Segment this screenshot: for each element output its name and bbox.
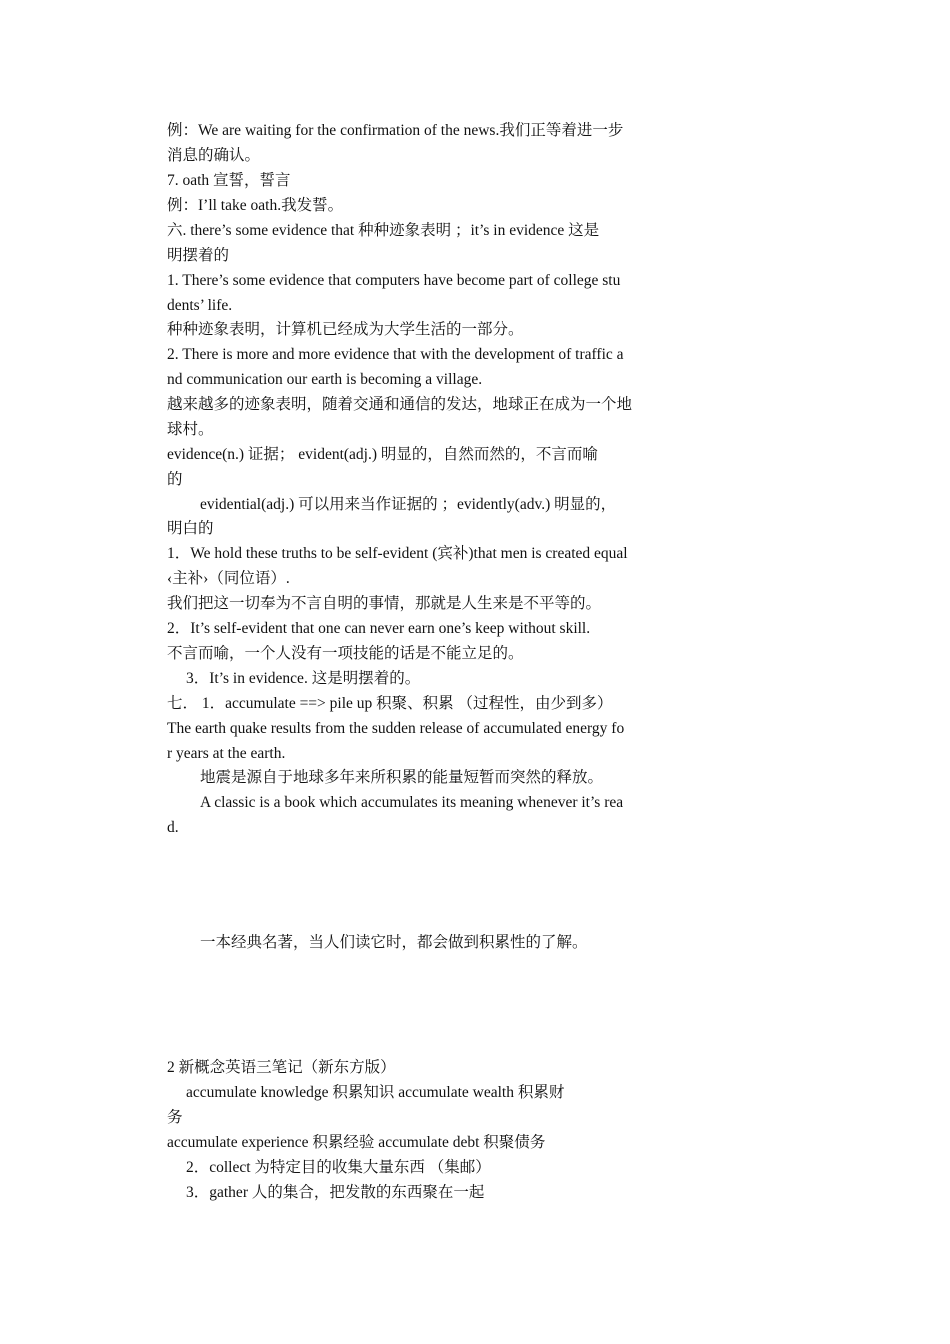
text-line: 七． 1．accumulate ==> pile up 积聚、积累 （过程性，由少到多）	[167, 695, 613, 712]
text-line: 2．collect 为特定目的收集大量东西 （集邮）	[186, 1159, 491, 1176]
text-line: 2．It’s self-evident that one can never earn one’s keep without skill.	[167, 620, 591, 637]
text-line: 一本经典名著，当人们读它时，都会做到积累性的了解。	[200, 934, 588, 951]
text-line: 3．It’s in evidence. 这是明摆着的。	[186, 670, 421, 687]
text-line: The earth quake results from the sudden release of accumulated energy fo	[167, 720, 625, 737]
text-line: 六. there’s some evidence that 种种迹象表明 ；it’s in evidence 这是	[167, 222, 600, 239]
text-line: 例：I’ll take oath.我发誓。	[167, 197, 344, 214]
text-line: evidential(adj.) 可以用来当作证据的 ；evidently(adv.) 明显的，	[200, 496, 617, 513]
text-line: 种种迹象表明，计算机已经成为大学生活的一部分。	[167, 321, 524, 338]
text-line: d.	[167, 819, 179, 836]
text-line: 1. There’s some evidence that computers have become part of college stu	[167, 272, 621, 289]
text-line: A classic is a book which accumulates its meaning whenever it’s rea	[200, 794, 624, 811]
text-line: 1．We hold these truths to be self-evident (宾补)that men is created equal	[167, 545, 628, 562]
text-line: r years at the earth.	[167, 745, 286, 762]
section-title: 2 新概念英语三笔记（新东方版）	[167, 1059, 396, 1076]
text-line: 地震是源自于地球多年来所积累的能量短暂而突然的释放。	[200, 769, 604, 786]
text-line: nd communication our earth is becoming a village.	[167, 371, 483, 388]
text-line: 2. There is more and more evidence that with the development of traffic a	[167, 346, 624, 363]
text-line: accumulate knowledge 积累知识 accumulate wealth 积累财	[186, 1084, 565, 1101]
text-line: dents’ life.	[167, 297, 233, 314]
text-line: 消息的确认。	[167, 147, 261, 164]
text-line: 务	[167, 1109, 183, 1126]
text-line: 3．gather 人的集合，把发散的东西聚在一起	[186, 1184, 485, 1201]
text-line: evidence(n.) 证据； evident(adj.) 明显的，自然而然的，不言而喻	[167, 446, 598, 463]
text-line: 7. oath 宣誓，誓言	[167, 172, 291, 189]
text-line: 不言而喻，一个人没有一项技能的话是不能立足的。	[167, 645, 524, 662]
text-line: 越来越多的迹象表明，随着交通和通信的发达，地球正在成为一个地	[167, 396, 633, 413]
text-line: 的	[167, 471, 183, 488]
text-line: ‹主补›（同位语）.	[167, 570, 290, 587]
text-line: accumulate experience 积累经验 accumulate debt 积聚债务	[167, 1134, 546, 1151]
text-line: 例：We are waiting for the confirmation of the news.我们正等着进一步	[167, 122, 624, 139]
text-line: 明白的	[167, 520, 214, 537]
text-line: 明摆着的	[167, 247, 230, 264]
text-line: 球村。	[167, 421, 214, 438]
text-line: 我们把这一切奉为不言自明的事情，那就是人生来是不平等的。	[167, 595, 602, 612]
